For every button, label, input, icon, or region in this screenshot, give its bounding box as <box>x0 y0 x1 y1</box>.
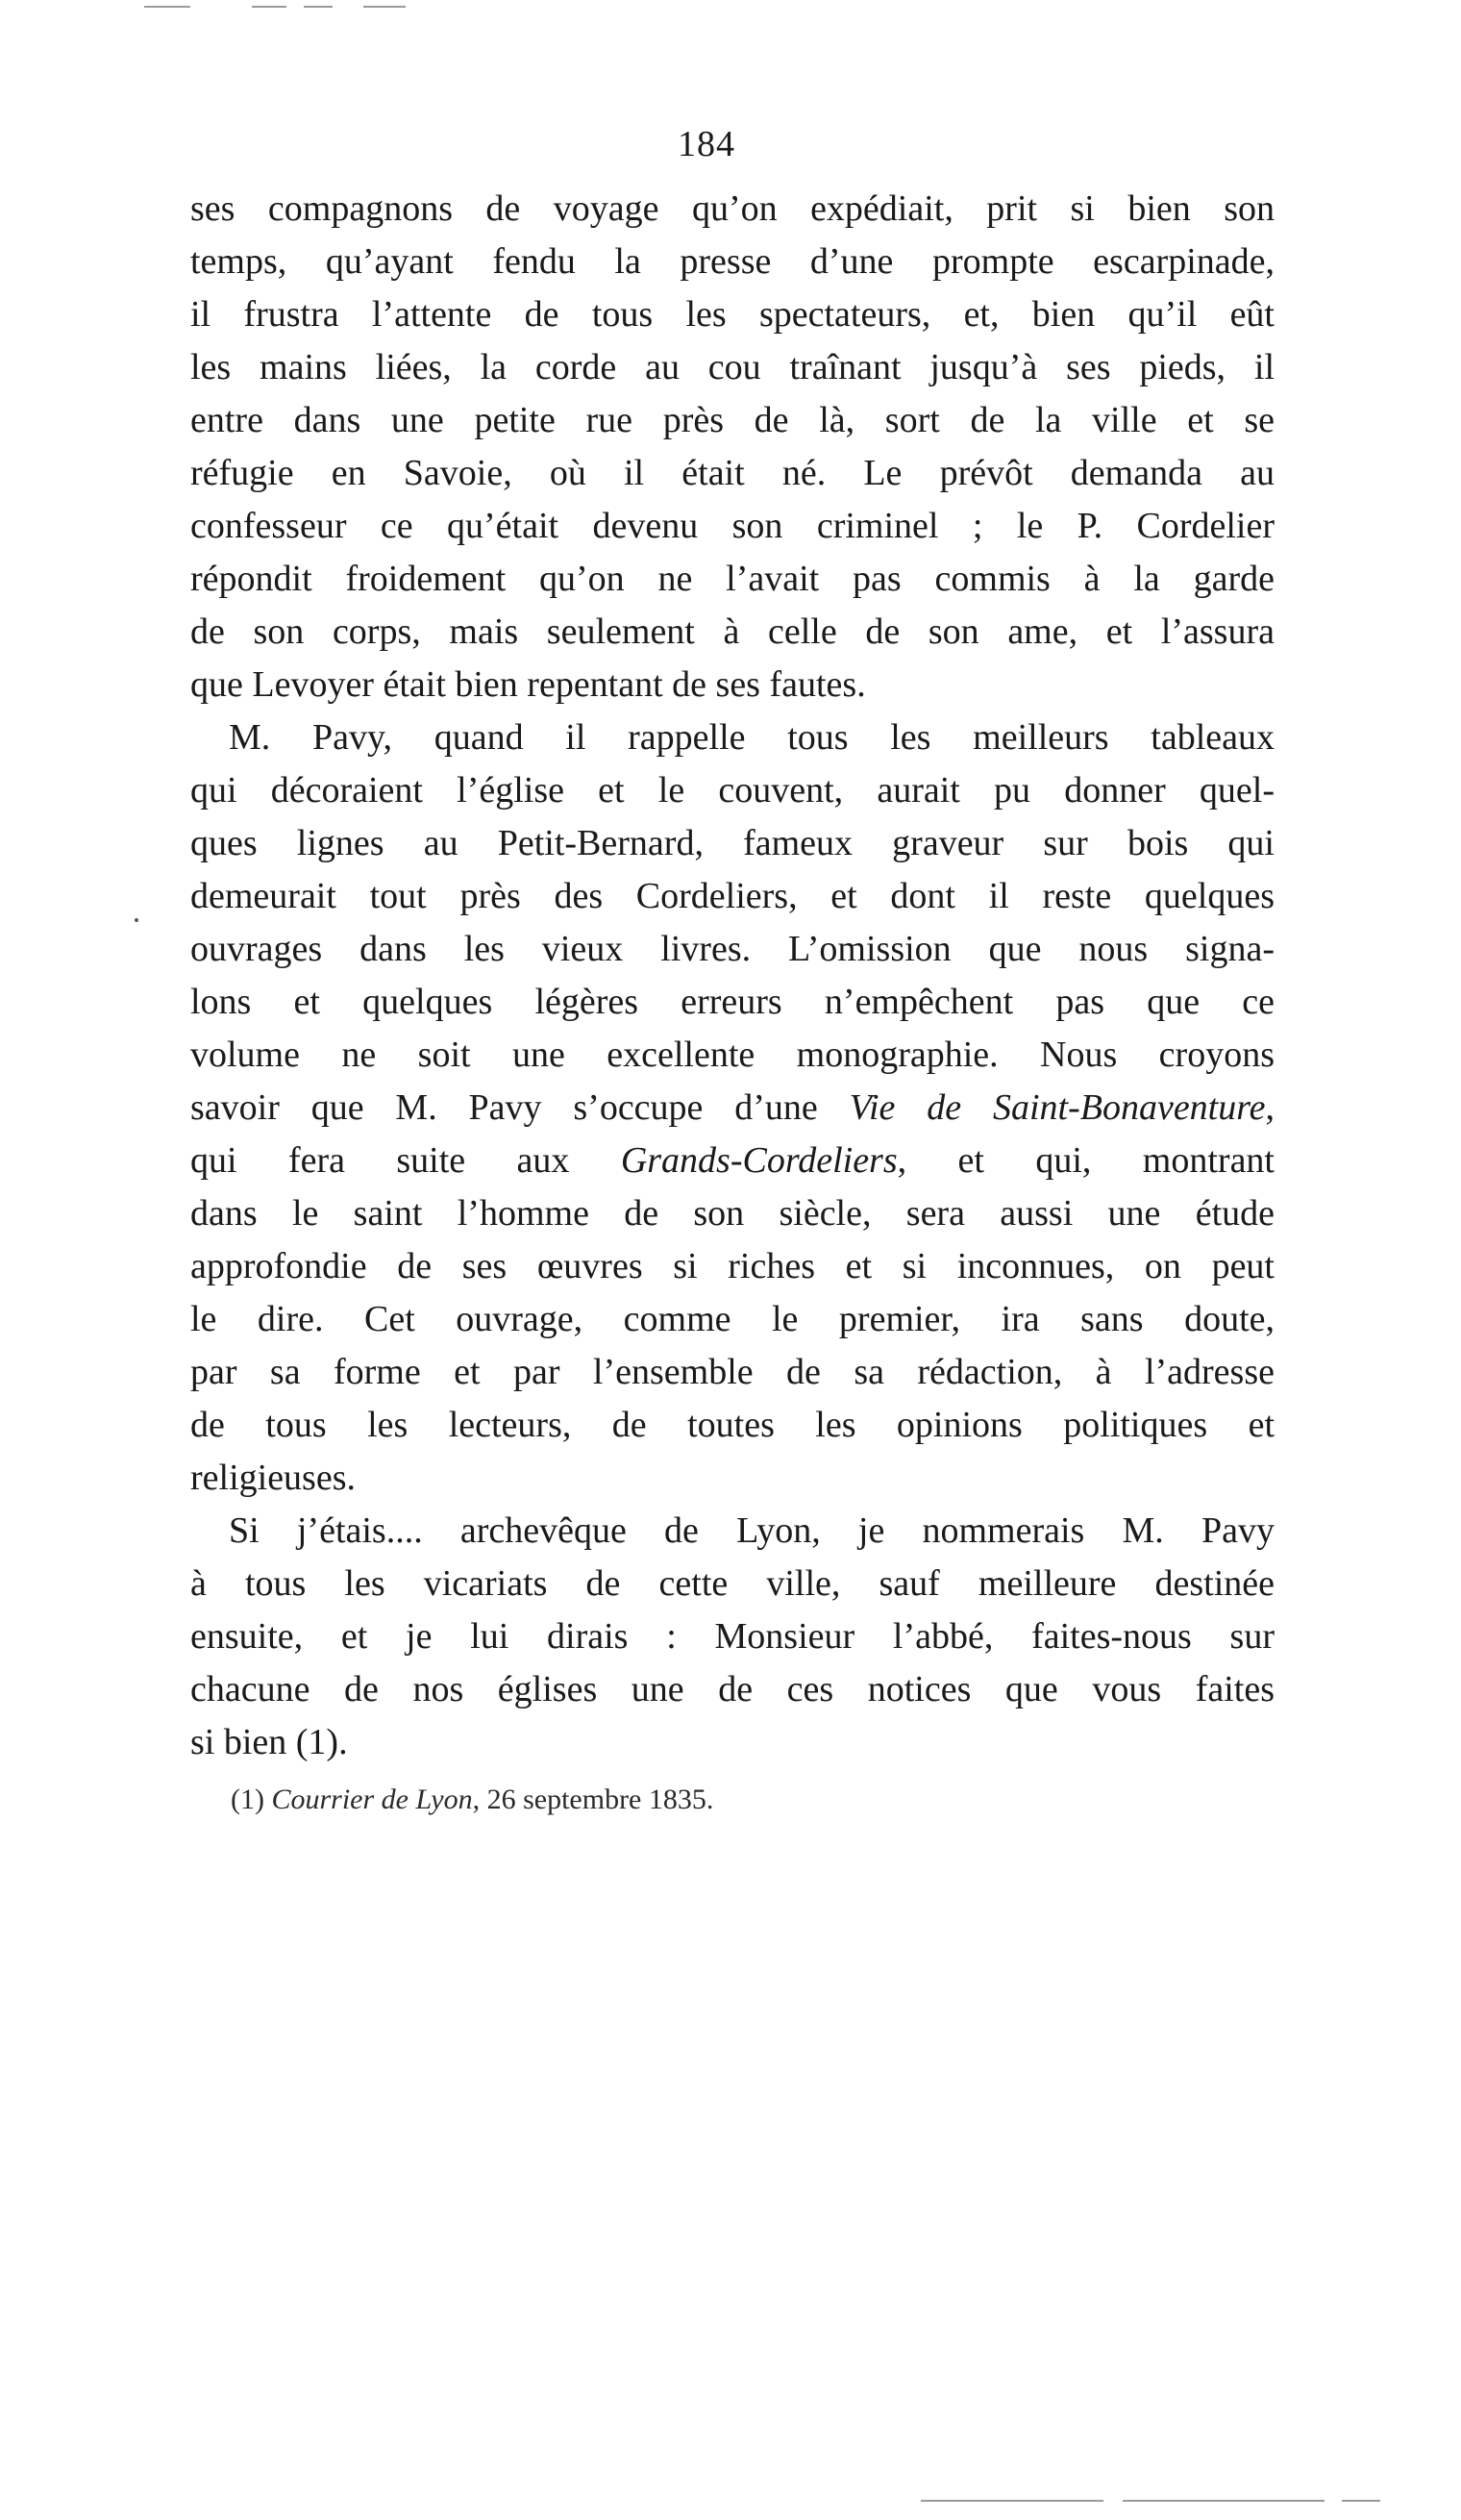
text-line <box>190 1505 1275 1558</box>
text-segment: M. Pavy, quand il rappelle tous les meilleurs tableaux <box>229 717 1275 758</box>
text-line <box>190 659 1275 711</box>
text-line <box>190 817 1275 870</box>
footnote-segment: , 26 septembre 1835. <box>472 1784 714 1815</box>
text-segment: ensuite, et je lui dirais : Monsieur l’abbé, faites-nous sur <box>190 1616 1275 1657</box>
text-line <box>190 500 1275 553</box>
text-line <box>190 1346 1275 1399</box>
text-line <box>190 606 1275 659</box>
text-segment: Si j’étais.... archevêque de Lyon, je nommerais M. Pavy <box>229 1510 1275 1551</box>
text-segment: de tous les lecteurs, de toutes les opinions politiques et <box>190 1405 1275 1445</box>
text-segment: si bien (1). <box>190 1722 348 1762</box>
text-segment: qui fera suite aux <box>190 1140 621 1181</box>
text-segment: dans le saint l’homme de son siècle, sera aussi une étude <box>190 1193 1275 1234</box>
italic-title: Vie de Saint-Bonaventure <box>849 1087 1266 1128</box>
footnote-segment: (1) <box>231 1784 272 1815</box>
text-segment: volume ne soit une excellente monographie. Nous croyons <box>190 1035 1275 1075</box>
scan-mark-bottom-3 <box>1342 2500 1380 2502</box>
text-line <box>190 394 1275 447</box>
scan-mark-top-3 <box>304 6 333 8</box>
text-line <box>190 870 1275 923</box>
text-line <box>190 447 1275 500</box>
text-segment: de son corps, mais seulement à celle de son ame, et l’assura <box>190 611 1275 652</box>
text-segment: le dire. Cet ouvrage, comme le premier, ira sans doute, <box>190 1299 1275 1339</box>
text-segment: , <box>1265 1087 1275 1128</box>
text-segment: ques lignes au Petit-Bernard, fameux graveur sur bois qui <box>190 823 1275 863</box>
body-text <box>190 183 1275 1769</box>
text-segment: religieuses. <box>190 1458 357 1498</box>
text-line <box>190 1293 1275 1346</box>
text-line <box>190 288 1275 341</box>
footnote <box>231 1781 713 1819</box>
text-segment: savoir que M. Pavy s’occupe d’une <box>190 1087 850 1128</box>
text-line <box>190 1610 1275 1663</box>
page-number: 184 <box>678 124 735 164</box>
text-line <box>190 1452 1275 1505</box>
text-segment: lons et quelques légères erreurs n’empêchent pas que ce <box>190 982 1275 1022</box>
text-segment: réfugie en Savoie, où il était né. Le prévôt demanda au <box>190 453 1275 493</box>
text-line <box>190 236 1275 288</box>
text-line <box>190 1029 1275 1082</box>
text-line <box>190 711 1275 764</box>
text-segment: demeurait tout près des Cordeliers, et dont il reste quelques <box>190 876 1275 916</box>
footnote-source-title: Courrier de Lyon <box>271 1784 473 1815</box>
text-line <box>190 553 1275 606</box>
text-segment: les mains liées, la corde au cou traînant jusqu’à ses pieds, il <box>190 347 1275 387</box>
text-line <box>190 1135 1275 1187</box>
text-segment: qui décoraient l’église et le couvent, aurait pu donner quel- <box>190 770 1275 811</box>
text-segment: il frustra l’attente de tous les spectateurs, et, bien qu’il eût <box>190 294 1275 335</box>
text-segment: que Levoyer était bien repentant de ses fautes. <box>190 664 866 705</box>
text-segment: confesseur ce qu’était devenu son criminel ; le P. Cordelier <box>190 506 1275 546</box>
text-line <box>190 1240 1275 1293</box>
scan-mark-bottom-1 <box>921 2500 1103 2502</box>
scan-mark-top-4 <box>363 6 406 8</box>
scan-mark-top-1 <box>144 6 190 8</box>
ink-speck <box>135 918 138 922</box>
text-segment: ses compagnons de voyage qu’on expédiait, prit si bien son <box>190 188 1275 229</box>
text-line <box>190 1082 1275 1135</box>
scan-mark-top-2 <box>252 6 286 8</box>
text-segment: ouvrages dans les vieux livres. L’omission que nous signa- <box>190 929 1275 969</box>
text-segment: à tous les vicariats de cette ville, sauf meilleure destinée <box>190 1563 1275 1604</box>
text-line <box>190 923 1275 976</box>
text-line <box>190 1663 1275 1716</box>
text-segment: entre dans une petite rue près de là, sort de la ville et se <box>190 400 1275 440</box>
text-line <box>190 1558 1275 1610</box>
italic-title: Grands-Cordeliers <box>620 1140 898 1181</box>
scan-mark-bottom-2 <box>1123 2500 1325 2502</box>
text-segment: chacune de nos églises une de ces notices que vous faites <box>190 1669 1275 1709</box>
text-segment: approfondie de ses œuvres si riches et si inconnues, on peut <box>190 1246 1275 1286</box>
text-segment: par sa forme et par l’ensemble de sa rédaction, à l’adresse <box>190 1352 1275 1392</box>
text-segment: temps, qu’ayant fendu la presse d’une prompte escarpinade, <box>190 241 1275 282</box>
text-line <box>190 764 1275 817</box>
text-line <box>190 341 1275 394</box>
text-segment: répondit froidement qu’on ne l’avait pas commis à la garde <box>190 559 1275 599</box>
text-line <box>190 1399 1275 1452</box>
text-segment: , et qui, montrant <box>897 1140 1275 1181</box>
text-line <box>190 976 1275 1029</box>
text-line <box>190 183 1275 236</box>
text-line <box>190 1187 1275 1240</box>
text-line <box>190 1716 1275 1769</box>
